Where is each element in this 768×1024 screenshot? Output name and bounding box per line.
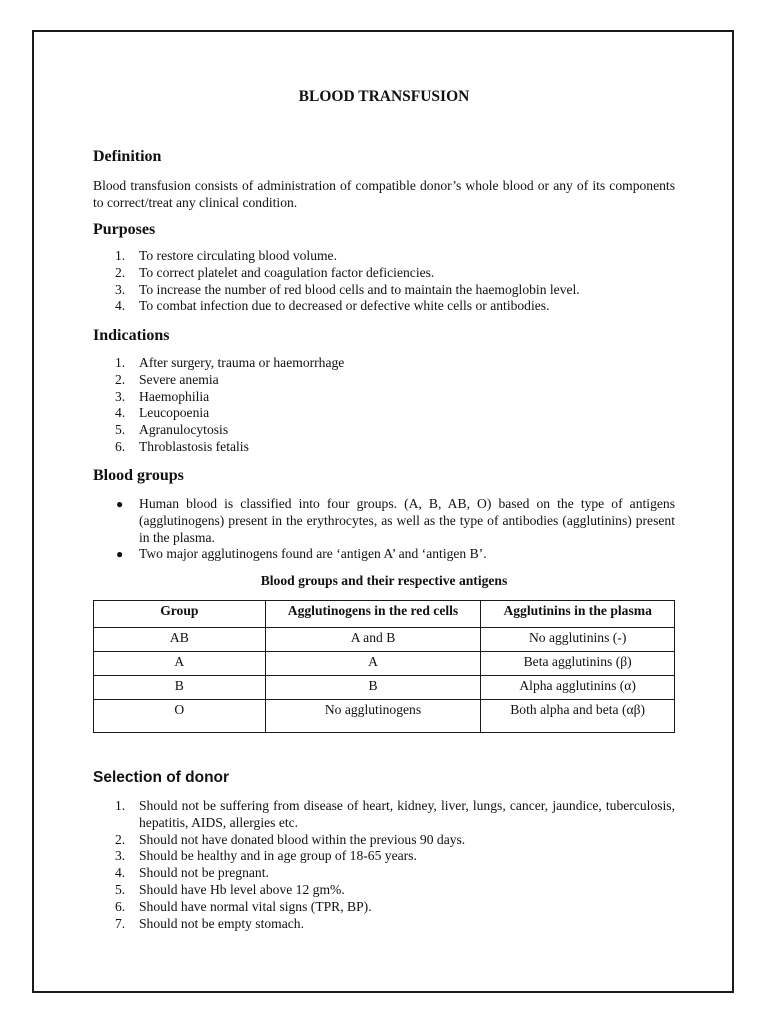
list-item: 2. Severe anemia (115, 371, 219, 387)
bullet-icon: ● (116, 497, 124, 511)
table-cell: O (94, 700, 266, 733)
table-cell: A and B (265, 628, 481, 652)
table-cell: A (94, 652, 266, 676)
table-cell: AB (94, 628, 266, 652)
column-header: Agglutinogens in the red cells (265, 601, 481, 628)
table-cell: No agglutinogens (265, 700, 481, 733)
list-item: 6. Should have normal vital signs (TPR, BP). (115, 898, 372, 914)
table-row (94, 676, 675, 700)
table-header-row (94, 601, 675, 628)
blood-groups-table (93, 600, 675, 733)
selection-of-donor-list (93, 798, 675, 932)
list-item: 1. To restore circulating blood volume. (115, 248, 337, 263)
blood-groups-heading: Blood groups (93, 467, 184, 484)
document-title: BLOOD TRANSFUSION (298, 88, 470, 105)
list-item: 4. Leucopoenia (115, 405, 210, 421)
table-cell: B (265, 676, 481, 700)
table-cell: Alpha agglutinins (α) (481, 676, 675, 700)
list-item: 5. Should have Hb level above 12 gm%. (115, 881, 345, 897)
list-item: ● Human blood is classified into four groups. (A, B, AB, O) based on the type of antigens (agglutinogens) present in the erythrocytes, as well as the type of antibodies (agglutinins) present in the plasma. (116, 496, 675, 545)
list-item: 3. Haemophilia (115, 388, 210, 404)
list-item: 5. Agranulocytosis (115, 422, 229, 438)
table-cell: Beta agglutinins (β) (481, 652, 675, 676)
list-item: 3. Should be healthy and in age group of 18-65 years. (115, 848, 417, 864)
purposes-list (93, 248, 675, 315)
list-item: 7. Should not be empty stomach. (115, 915, 304, 931)
definition-heading: Definition (93, 148, 162, 165)
list-item: ● Two major agglutinogens found are ‘antigen A’ and ‘antigen B’. (116, 546, 487, 562)
list-item: 3. To increase the number of red blood cells and to maintain the haemoglobin level. (115, 281, 580, 297)
list-item: 1. After surgery, trauma or haemorrhage (115, 355, 345, 370)
table-cell: No agglutinins (-) (481, 628, 675, 652)
table-cell: B (94, 676, 266, 700)
table-cell: Both alpha and beta (αβ) (481, 700, 675, 733)
definition-text: Blood transfusion consists of administration of compatible donor’s whole blood or any of its components to correct/treat any clinical condition. (93, 178, 675, 210)
table-row (94, 628, 675, 652)
purposes-heading: Purposes (93, 221, 156, 238)
column-header: Agglutinins in the plasma (481, 601, 675, 628)
table-caption: Blood groups and their respective antigens (260, 573, 508, 588)
table-cell: A (265, 652, 481, 676)
indications-list (93, 355, 675, 456)
blood-groups-bullets (93, 496, 675, 563)
column-header: Group (94, 601, 266, 628)
list-item: 6. Throblastosis fetalis (115, 438, 249, 454)
list-item: 2. Should not have donated blood within the previous 90 days. (115, 831, 466, 847)
indications-heading: Indications (93, 327, 170, 344)
table-row (94, 700, 675, 733)
list-item: 2. To correct platelet and coagulation factor deficiencies. (115, 264, 435, 280)
bullet-icon: ● (116, 547, 124, 562)
list-item: 4. Should not be pregnant. (115, 865, 269, 881)
selection-of-donor-heading: Selection of donor (93, 769, 230, 786)
list-item: 4. To combat infection due to decreased or defective white cells or antibodies. (115, 298, 550, 314)
table-row (94, 652, 675, 676)
list-item: 1. Should not be suffering from disease of heart, kidney, liver, lungs, cancer, jaundice, tuberculosis, hepatitis, AIDS, allergies etc. (115, 798, 675, 830)
